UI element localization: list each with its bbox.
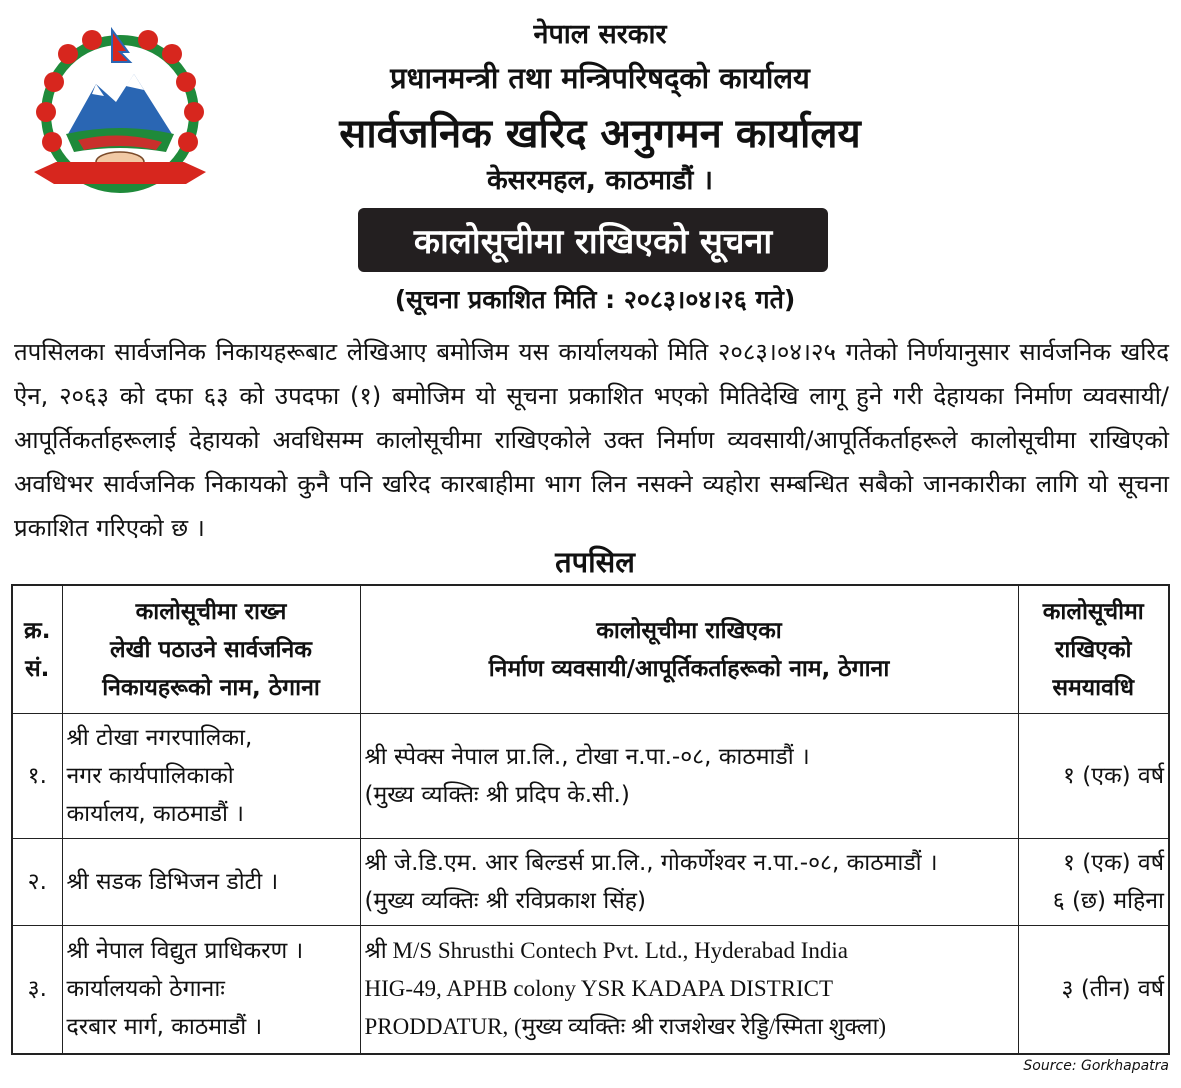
header-public-body: कालोसूचीमा राख्न लेखी पठाउने सार्वजनिक निकायहरूको नाम, ठेगाना [62, 585, 360, 714]
table-header-row [12, 585, 1169, 714]
table-row [12, 839, 1169, 926]
nepal-government-emblem [26, 22, 214, 197]
source-credit: Source: Gorkhapatra [1023, 1058, 1169, 1074]
row-firm: श्री M/S Shrusthi Contech Pvt. Ltd., Hyderabad India HIG-49, APHB colony YSR KADAPA DISTRICT PRODDATUR, (मुख्य व्यक्तिः श्री राजशेखर रेड्डि/स्मिता शुक्ला) [360, 925, 1018, 1054]
publication-date: (सूचना प्रकाशित मिति : २०८३।०४।२६ गते) [394, 285, 796, 314]
row-serial: १. [12, 714, 62, 839]
table-row [12, 714, 1169, 839]
notice-paragraph: तपसिलका सार्वजनिक निकायहरूबाट लेखिआए बमोजिम यस कार्यालयको मिति २०८३।०४।२५ गतेको निर्णयानुसार सार्वजनिक खरिद ऐन, २०६३ को दफा ६३ को उपदफा (१) बमोजिम यो सूचना प्रकाशित भएको मितिदेखि लागू हुने गरी देहायका निर्माण व्यवसायी/आपूर्तिकर्ताहरूलाई देहायको अवधिसम्म कालोसूचीमा राखिएकोले उक्त निर्माण व्यवसायी/आपूर्तिकर्ताहरूले कालोसूचीमा राखिएको अवधिभर सार्वजनिक निकायको कुनै पनि खरिद कारबाहीमा भाग लिन नसक्ने व्यहोरा सम्बन्धित सबैको जानकारीका लागि यो सूचना प्रकाशित गरिएको छ । [14, 338, 1169, 542]
row-duration: १ (एक) वर्ष ६ (छ) महिना [1018, 839, 1169, 926]
government-name: नेपाल सरकार [533, 19, 667, 50]
row-serial: ३. [12, 925, 62, 1054]
table-row [12, 925, 1169, 1054]
office-address: केसरमहल, काठमाडौं । [486, 165, 714, 196]
row-duration: १ (एक) वर्ष [1018, 714, 1169, 839]
row-firm: श्री जे.डि.एम. आर बिल्डर्स प्रा.लि., गोकर्णेश्वर न.पा.-०८, काठमाडौं । (मुख्य व्यक्तिः श्री रविप्रकाश सिंह) [360, 839, 1018, 926]
table-heading: तपसिल [555, 545, 635, 579]
header-duration: कालोसूचीमा राखिएको समयावधि [1018, 585, 1169, 714]
notice-title: कालोसूचीमा राखिएको सूचना [358, 208, 828, 272]
header-serial: क्र. सं. [12, 585, 62, 714]
row-public-body: श्री टोखा नगरपालिका, नगर कार्यपालिकाको कार्यालय, काठमाडौं । [62, 714, 360, 839]
ministry-name: प्रधानमन्त्री तथा मन्त्रिपरिषद्को कार्यालय [390, 61, 810, 95]
row-duration: ३ (तीन) वर्ष [1018, 925, 1169, 1054]
row-serial: २. [12, 839, 62, 926]
row-firm: श्री स्पेक्स नेपाल प्रा.लि., टोखा न.पा.-०८, काठमाडौं । (मुख्य व्यक्तिः श्री प्रदिप के.सी.) [360, 714, 1018, 839]
row-public-body: श्री नेपाल विद्युत प्राधिकरण । कार्यालयको ठेगानाः दरबार मार्ग, काठमाडौं । [62, 925, 360, 1054]
office-name: सार्वजनिक खरिद अनुगमन कार्यालय [339, 111, 861, 157]
blacklist-table [11, 584, 1170, 1055]
row-public-body: श्री सडक डिभिजन डोटी । [62, 839, 360, 926]
header-firm: कालोसूचीमा राखिएका निर्माण व्यवसायी/आपूर्तिकर्ताहरूको नाम, ठेगाना [360, 585, 1018, 714]
